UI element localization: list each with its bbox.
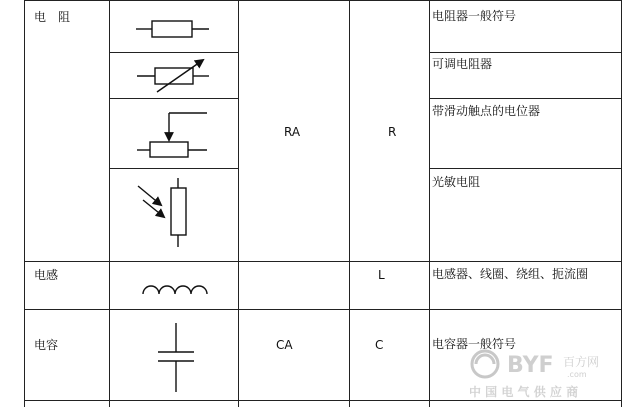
letter-resistor: RA bbox=[284, 125, 301, 139]
potentiometer-symbol bbox=[137, 113, 207, 157]
desc-inductor: 电感器、线圈、绕组、扼流圈 bbox=[432, 267, 589, 281]
category-capacitor: 电容 bbox=[34, 338, 59, 352]
watermark-url: .com bbox=[567, 370, 587, 379]
photoresistor-symbol bbox=[138, 178, 186, 247]
watermark-brand-cn: 百方网 bbox=[563, 355, 600, 369]
code-inductor: L bbox=[378, 268, 385, 282]
capacitor-symbol bbox=[158, 323, 194, 392]
desc-variable-resistor: 可调电阻器 bbox=[432, 57, 493, 71]
code-resistor: R bbox=[388, 125, 397, 139]
category-inductor: 电感 bbox=[34, 268, 59, 282]
desc-photoresistor: 光敏电阻 bbox=[432, 175, 481, 189]
desc-capacitor: 电容器一般符号 bbox=[432, 337, 517, 351]
fixed-resistor-symbol bbox=[136, 21, 209, 37]
watermark-tagline: 中 国 电 气 供 应 商 bbox=[469, 385, 579, 399]
watermark-logo bbox=[463, 344, 623, 404]
letter-capacitor: CA bbox=[276, 338, 293, 352]
variable-resistor-symbol bbox=[137, 60, 209, 92]
category-resistor: 电 阻 bbox=[34, 10, 71, 24]
desc-potentiometer: 带滑动触点的电位器 bbox=[432, 104, 541, 118]
inductor-symbol bbox=[143, 286, 207, 294]
code-capacitor: C bbox=[375, 338, 384, 352]
desc-fixed-resistor: 电阻器一般符号 bbox=[432, 9, 517, 23]
watermark-brand: BYF bbox=[507, 353, 554, 378]
